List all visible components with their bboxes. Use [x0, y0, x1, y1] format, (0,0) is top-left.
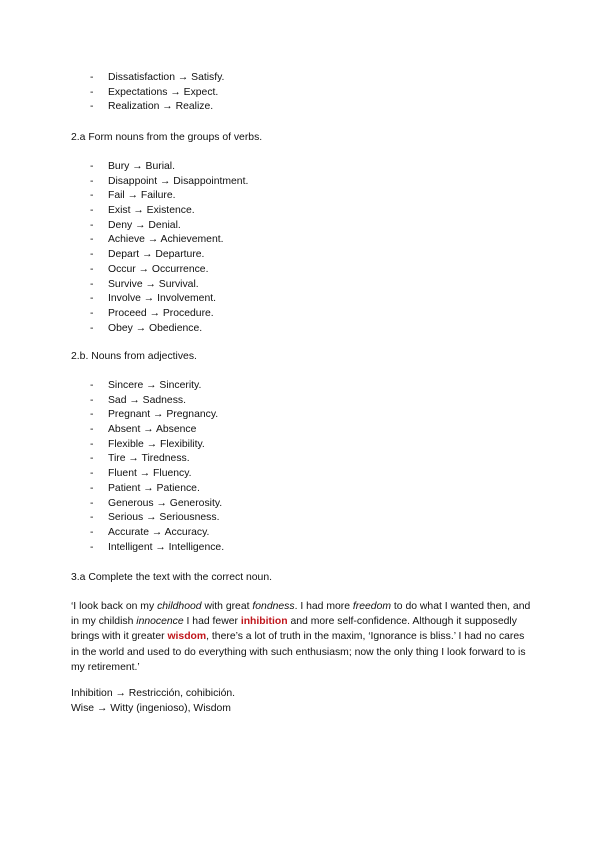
section-2b-heading: 2.b. Nouns from adjectives. — [71, 351, 197, 362]
list-item: - Realization → Realize. — [90, 101, 214, 113]
answer-wisdom: wisdom — [167, 631, 207, 643]
list-item: - Occur → Occurrence. — [90, 263, 209, 275]
section-3a-heading: 3.a Complete the text with the correct noun. — [71, 572, 272, 583]
list-item: - Flexible → Flexibility. — [90, 438, 205, 450]
list-item: - Intelligent → Intelligence. — [90, 541, 225, 553]
list-item: - Survive → Survival. — [90, 278, 199, 290]
answer-inhibition: inhibition — [240, 616, 288, 628]
answer-fondness: fondness — [252, 601, 295, 612]
list-item: - Pregnant → Pregnancy. — [90, 409, 219, 421]
list-item: - Disappoint → Disappointment. — [90, 175, 249, 187]
list-item: - Absent → Absence — [90, 424, 197, 436]
list-item: - Sincere → Sincerity. — [90, 380, 202, 391]
list-item: - Expectations → Expect. — [90, 86, 219, 98]
list-item: - Generous → Generosity. — [90, 497, 223, 509]
answer-innocence: innocence — [136, 616, 184, 628]
list-item: - Depart → Departure. — [90, 249, 205, 261]
list-item: - Bury → Burial. — [90, 161, 175, 172]
list-item: - Proceed → Procedure. — [90, 307, 214, 319]
list-item: - Achieve → Achievement. — [90, 234, 224, 246]
verbs-list — [90, 160, 248, 336]
list-item: - Accurate → Accuracy. — [90, 526, 210, 538]
list-item: - Tire → Tiredness. — [90, 453, 190, 465]
exercise-paragraph — [71, 599, 531, 675]
list-item: - Serious → Seriousness. — [90, 512, 220, 524]
note-line: Wise → Witty (ingenioso), Wisdom — [71, 702, 231, 714]
intro-list — [90, 71, 224, 115]
note-line: Inhibition → Restricción, cohibición. — [71, 688, 236, 699]
list-item: - Dissatisfaction → Satisfy. — [90, 72, 225, 83]
list-item: - Sad → Sadness. — [90, 394, 186, 406]
list-item: - Patient → Patience. — [90, 482, 200, 494]
answer-freedom: freedom — [352, 601, 392, 612]
adjectives-list — [90, 379, 224, 555]
section-2a-heading: 2.a Form nouns from the groups of verbs. — [71, 132, 263, 143]
list-item: - Deny → Denial. — [90, 219, 181, 231]
list-item: - Exist → Existence. — [90, 205, 195, 217]
list-item: - Obey → Obedience. — [90, 322, 203, 334]
list-item: - Fluent → Fluency. — [90, 468, 192, 480]
answer-childhood: childhood — [157, 601, 202, 612]
list-item: - Fail → Failure. — [90, 190, 176, 202]
notes — [71, 687, 235, 716]
list-item: - Involve → Involvement. — [90, 293, 216, 305]
paragraph-text: ‘I look back on my childhood with great fondness. I had more freedom to do what I wanted then, and in my childish innocence I had fewer inhibition and more self-confidence. Although it supposedly brings with it greater wisdom, there’s a lot of truth in the maxim, ‘Ignorance is bliss.’ I had no cares in the world and used to do everything with such enthusiasm; now the only thing I look forward to is my retirement.’ — [71, 601, 531, 673]
